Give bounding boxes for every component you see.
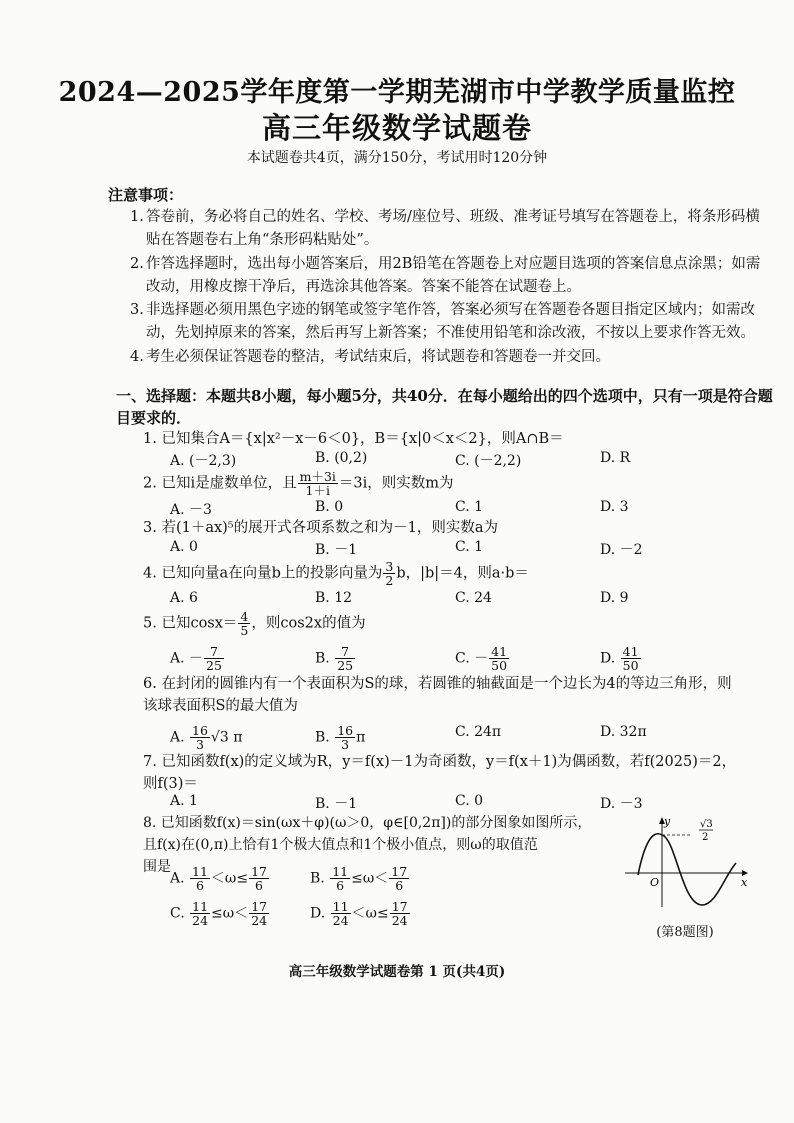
question-4-post: b，|b|＝4，则a·b＝ (396, 565, 529, 582)
option-d: D. 3 (600, 499, 629, 515)
question-6-line-2: 该球表面积S的最大值为 (143, 698, 298, 714)
option-d: D. 32π (600, 724, 647, 740)
fraction (335, 724, 355, 751)
question-1-options (170, 450, 770, 472)
question-4 (143, 560, 778, 587)
fraction-numerator: 41 (622, 644, 639, 659)
notice-item (130, 206, 770, 253)
question-3-options (170, 539, 770, 561)
question-6-line-1: 6. 在封闭的圆锥内有一个表面积为S的球，若圆锥的轴截面是一个边长为4的等边三角形，则 (143, 676, 732, 692)
option-prefix: B. (315, 729, 335, 746)
question-4-options (170, 590, 770, 612)
fraction (298, 470, 338, 497)
option-middle: ≤ω＜ (351, 870, 389, 887)
option-middle: ≤ω＜ (211, 905, 249, 922)
fraction-numerator: 16 (192, 723, 208, 738)
fraction-numerator: 11 (192, 899, 209, 914)
notice-text: 考生必须保证答题卷的整洁，考试结束后，将试题卷和答题卷一并交回。 (146, 348, 610, 365)
exam-subject-title: 高三年级数学试题卷 (261, 111, 532, 145)
option-c: C. 24π (455, 724, 502, 740)
question-7-line-1: 7. 已知函数f(x)的定义域为R，y＝f(x)－1为奇函数，y＝f(x＋1)为偶函数，若f(2025)＝2， (143, 754, 737, 770)
question-8-options-row-1 (170, 864, 440, 893)
option-c: C. 1 (455, 539, 484, 555)
notice-number: 2. (130, 255, 144, 272)
option-b: B. －1 (315, 796, 358, 812)
fraction (249, 900, 269, 927)
option-c (170, 900, 270, 927)
notice-text: 作答选择题时，选出每小题答案后，用2B铅笔在答题卷上对应题目选项的答案信息点涂黑；如需改动，用橡皮擦干净后，再选涂其他答案。答案不能答在试题卷上。 (146, 255, 761, 295)
question-8-options-row-2 (170, 899, 440, 928)
fraction-numerator: 16 (337, 723, 354, 738)
option-prefix: C. － (455, 650, 489, 667)
option-d: D. －2 (600, 542, 643, 558)
option-prefix: D. (600, 650, 620, 667)
fraction (190, 900, 210, 927)
question-2-post: ＝3i，则实数m为 (338, 475, 454, 492)
option-d: D. 9 (600, 590, 629, 606)
fraction-denominator: 2 (385, 573, 394, 588)
fraction-denominator: 25 (337, 658, 354, 673)
option-d: D. R (600, 450, 631, 466)
option-middle: ＜ω≤ (351, 905, 389, 922)
sine-curve (638, 834, 736, 905)
exam-title: 2024—2025学年度第一学期芜湖市中学教学质量监控 (58, 77, 736, 108)
fraction (204, 645, 224, 672)
notice-text: 非选择题必须用黑色字迹的钢笔或签字笔作答，答案必须写在答题卷各题目指定区域内；如需改动，先划掉原来的答案，然后再写上新答案；不准使用铅笔和涂改液，不按以上要求作答无效。 (146, 302, 755, 342)
fraction (335, 645, 355, 672)
fraction-denominator: 50 (622, 658, 639, 673)
question-2 (143, 470, 778, 497)
option-c: C. (－2,2) (455, 453, 522, 469)
question-8-line-3: 围是 (143, 859, 171, 875)
question-5-post: ，则cos2x的值为 (251, 615, 366, 632)
fraction-numerator: 7 (335, 645, 355, 659)
notice-heading: 注意事项： (108, 186, 184, 204)
option-b (315, 724, 365, 751)
fraction (331, 900, 351, 927)
notice-list (130, 206, 770, 369)
fraction (190, 724, 210, 751)
option-prefix: B. (315, 650, 335, 667)
figure-caption: (第8题图) (656, 925, 714, 940)
question-7-line-2: 则f(3)＝ (143, 776, 198, 792)
fraction-denominator: 5 (240, 623, 249, 638)
option-d (600, 645, 642, 672)
question-8-line-2: 且f(x)在(0,π)上恰有1个极大值点和1个极小值点，则ω的取值范 (143, 837, 538, 853)
option-b: B. 12 (315, 590, 353, 606)
fraction-denominator: 3 (341, 737, 350, 752)
question-1: 1. 已知集合A＝{x|x²－x－6＜0}，B＝{x|0＜x＜2}，则A∩B＝ (143, 431, 564, 447)
option-prefix: A. (170, 870, 190, 887)
option-a: A. 6 (170, 590, 198, 606)
fraction-denominator: 24 (332, 913, 349, 928)
fraction-denominator: 25 (206, 658, 222, 673)
question-4-pre: 4. 已知向量a在向量b上的投影向量为 (143, 565, 383, 582)
option-b: B. 0 (315, 499, 344, 515)
origin-label: O (650, 876, 660, 889)
option-a: A. (－2,3) (170, 453, 237, 469)
option-c: C. 0 (455, 793, 484, 809)
option-c: C. 24 (455, 590, 492, 606)
x-axis-label: x (741, 876, 748, 889)
fraction-numerator: 17 (391, 899, 408, 914)
fraction-denominator: 6 (395, 878, 404, 893)
fraction (389, 865, 409, 892)
fraction-numerator: 7 (204, 645, 224, 659)
question-6 (143, 673, 778, 717)
fraction-denominator: 50 (491, 658, 508, 673)
notice-item (130, 299, 770, 346)
option-suffix: π (356, 729, 366, 746)
option-a (170, 724, 242, 751)
fraction-numerator: 11 (332, 864, 349, 879)
option-prefix: A. － (170, 650, 204, 667)
question-7 (143, 751, 778, 795)
fraction-denominator: 6 (336, 878, 345, 893)
sine-graph-figure (620, 815, 750, 910)
option-prefix: C. (170, 905, 190, 922)
fraction-numerator: 17 (251, 899, 268, 914)
exam-subtitle: 本试题卷共4页，满分150分，考试用时120分钟 (246, 150, 548, 166)
fraction-numerator: 41 (491, 644, 508, 659)
question-3: 3. 若(1＋ax)⁵的展开式各项系数之和为－1，则实数a为 (143, 520, 498, 536)
fraction-denominator: 24 (192, 913, 209, 928)
notice-number: 1. (130, 209, 144, 225)
fraction (238, 610, 250, 637)
fraction-denominator: 24 (251, 913, 268, 928)
fraction (383, 560, 395, 587)
fraction (390, 900, 410, 927)
fraction-numerator: 3 (385, 559, 394, 574)
question-5-options (170, 644, 770, 673)
y-axis-label: y (664, 815, 671, 828)
fraction-numerator: 17 (391, 864, 408, 879)
option-a: A. 1 (170, 793, 198, 809)
option-middle: ＜ω≤ (210, 870, 249, 887)
value-denominator: 2 (702, 832, 709, 843)
option-a: A. 0 (170, 539, 198, 555)
fraction-denominator: 6 (255, 878, 263, 893)
option-a: A. －3 (170, 502, 212, 518)
question-8-line-1: 8. 已知函数f(x)＝sin(ωx＋φ)(ω＞0，φ∈[0,2π])的部分图象如图所示， (143, 815, 592, 831)
fraction-denominator: 24 (391, 913, 408, 928)
fraction-denominator: 3 (195, 737, 204, 752)
fraction-denominator: 1＋i (305, 483, 330, 498)
value-numerator: √3 (700, 819, 713, 830)
question-5-pre: 5. 已知cosx＝ (143, 615, 238, 632)
option-d (310, 900, 411, 927)
option-d: D. －3 (600, 796, 643, 812)
page-footer: 高三年级数学试题卷第 1 页(共4页) (288, 964, 506, 980)
option-b: B. (0,2) (315, 450, 368, 466)
option-c: C. 1 (455, 499, 484, 515)
fraction (489, 645, 509, 672)
option-prefix: A. (170, 729, 190, 746)
question-2-pre: 2. 已知i是虚数单位，且 (143, 475, 297, 492)
fraction-numerator: 11 (332, 899, 349, 914)
question-5 (143, 610, 778, 637)
fraction-numerator: 11 (192, 864, 208, 879)
option-suffix: √3 π (210, 729, 243, 746)
section-heading: 一、选择题：本题共8小题，每小题5分，共40分．在每小题给出的四个选项中，只有一项是符合题目要求的． (116, 387, 773, 427)
option-c (455, 645, 510, 672)
notice-text: 答卷前，务必将自己的姓名、学校、考场/座位号、班级、准考证号填写在答题卷上，将条形码横贴在答题卷右上角“条形码粘贴处”。 (146, 209, 760, 249)
option-b: B. －1 (315, 542, 358, 558)
option-prefix: B. (310, 870, 330, 887)
fraction-denominator: 6 (195, 878, 204, 893)
notice-number: 4. (130, 348, 144, 365)
fraction (621, 645, 641, 672)
option-prefix: D. (310, 905, 330, 922)
notice-item (130, 346, 770, 369)
option-b (315, 645, 356, 672)
fraction-numerator: m＋3i (299, 469, 336, 484)
fraction-numerator: 17 (251, 864, 267, 879)
notice-number: 3. (130, 302, 144, 319)
option-b (310, 865, 410, 892)
fraction-numerator: 4 (240, 609, 249, 624)
fraction (330, 865, 350, 892)
question-6-options (170, 723, 770, 752)
option-a (170, 645, 225, 672)
fraction (190, 865, 210, 892)
fraction (249, 865, 269, 892)
notice-item (130, 253, 770, 300)
option-a (170, 865, 270, 892)
